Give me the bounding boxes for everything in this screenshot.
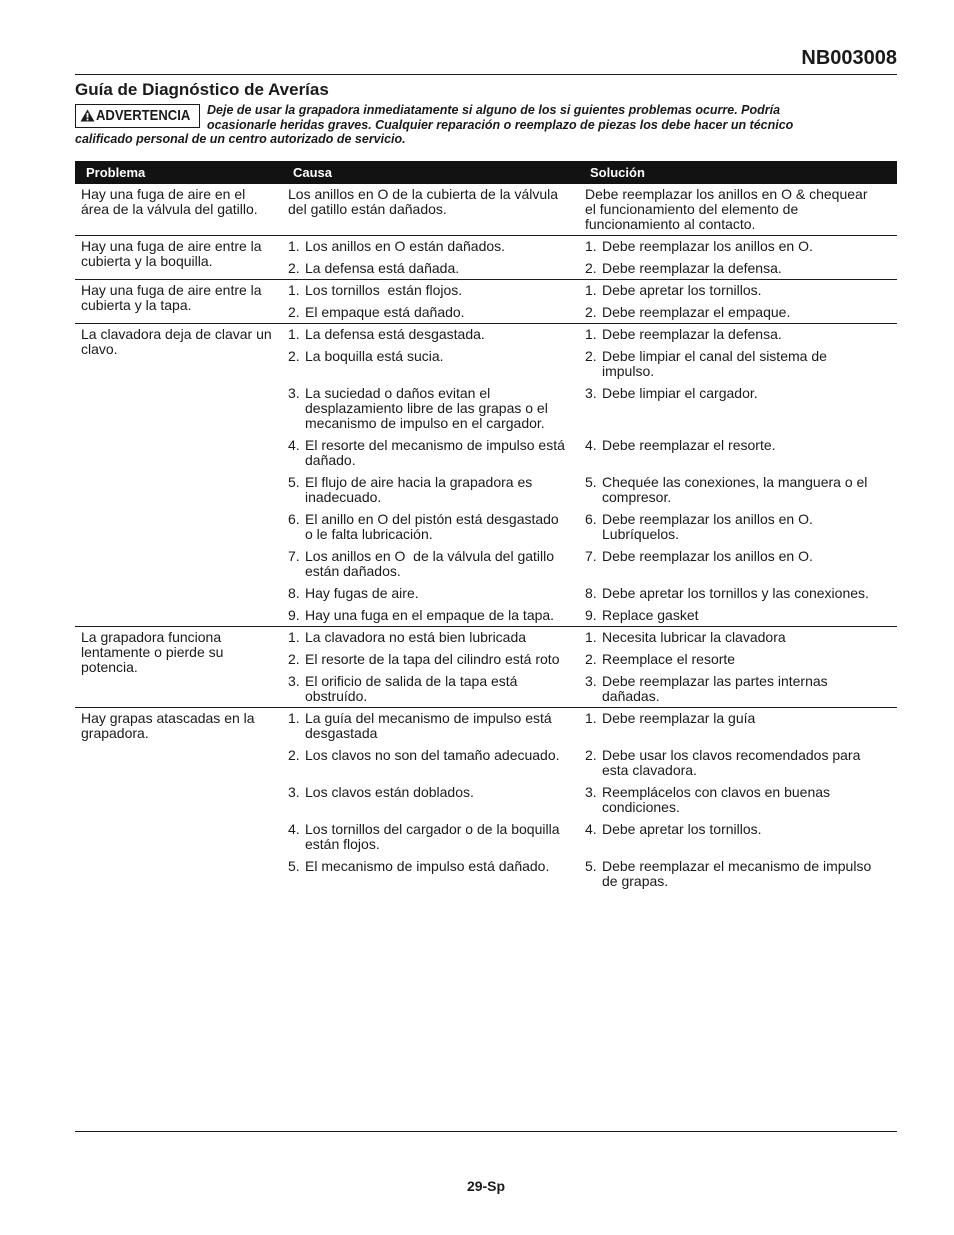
table-header <box>75 161 897 184</box>
table-row <box>75 707 897 892</box>
cause-number: 8. <box>288 585 300 601</box>
solution-number: 1. <box>585 710 597 726</box>
column-header-solution: Solución <box>590 165 645 180</box>
cause-cell <box>283 512 580 542</box>
solution-cell <box>580 549 897 579</box>
solution-cell <box>580 305 897 320</box>
cause-cell <box>283 785 580 815</box>
cause-cell <box>283 327 580 342</box>
solution-cell <box>580 187 897 232</box>
solution-text: Debe reemplazar la defensa. <box>602 326 782 342</box>
cause-cell <box>283 349 580 379</box>
cause-text: La defensa está dañada. <box>305 260 460 276</box>
cause-number: 2. <box>288 304 300 320</box>
troubleshooting-table <box>75 161 897 892</box>
cause-number: 1. <box>288 326 300 342</box>
warning-badge <box>75 104 200 128</box>
section-title: Guía de Diagnóstico de Averías <box>75 80 329 99</box>
solution-text: Chequée las conexiones, la manguera o el compresor. <box>602 474 868 505</box>
solution-cell <box>580 748 897 778</box>
solution-number: 5. <box>585 474 597 490</box>
column-header-problem: Problema <box>86 165 146 180</box>
cause-text: Hay una fuga en el empaque de la tapa. <box>305 607 555 623</box>
top-rule <box>75 74 897 75</box>
column-header-cause: Causa <box>293 165 333 180</box>
cause-cell <box>283 630 580 645</box>
table-row <box>75 184 897 235</box>
cause-solution-pair <box>283 586 897 601</box>
cause-solution-pair <box>283 822 897 852</box>
table-row <box>75 279 897 323</box>
table-row <box>75 626 897 707</box>
solution-number: 1. <box>585 238 597 254</box>
solution-cell <box>580 822 897 852</box>
cause-solution-pair <box>283 438 897 468</box>
problem-cell: La clavadora deja de clavar un clavo. <box>81 326 272 357</box>
problem-cell: Hay una fuga de aire entre la cubierta y la tapa. <box>81 282 262 313</box>
document-code: NB003008 <box>801 47 897 69</box>
warning-text: Deje de usar la grapadora inmediatamente si alguno de los si guientes problemas ocurre. Podría ocasionarle heridas graves. Cualquier reparación o reemplazo de piezas los debe hacer un técnico calificado personal de un centro autorizado de servicio. <box>75 103 794 146</box>
cause-solution-pair <box>283 512 897 542</box>
solution-cell <box>580 859 897 889</box>
solution-number: 3. <box>585 673 597 689</box>
cause-text: La suciedad o daños evitan el desplazamiento libre de las grapas o el mecanismo de impulso en el cargador. <box>305 385 548 431</box>
cause-cell <box>283 608 580 623</box>
solution-text: Replace gasket <box>602 607 699 623</box>
problem-cell: Hay una fuga de aire en el área de la válvula del gatillo. <box>81 186 258 217</box>
cause-number: 2. <box>288 651 300 667</box>
cause-solution-pair <box>283 386 897 431</box>
solution-text: Debe reemplazar las partes internas dañadas. <box>602 673 828 704</box>
cause-text: El mecanismo de impulso está dañado. <box>305 858 550 874</box>
solution-text: Debe apretar los tornillos. <box>602 282 762 298</box>
cause-text: El resorte del mecanismo de impulso está dañado. <box>305 437 565 468</box>
solution-cell <box>580 261 897 276</box>
cause-text: Los clavos están doblados. <box>305 784 474 800</box>
table-row <box>75 323 897 626</box>
solution-text: Debe reemplazar los anillos en O. Lubríquelos. <box>602 511 813 542</box>
solution-text: Debe apretar los tornillos. <box>602 821 762 837</box>
solution-text: Debe reemplazar el empaque. <box>602 304 791 320</box>
cause-solution-pair <box>283 859 897 889</box>
solution-cell <box>580 630 897 645</box>
cause-solution-pair <box>283 239 897 254</box>
cause-solution-pair <box>283 549 897 579</box>
cause-solution-pair <box>283 475 897 505</box>
solution-cell <box>580 283 897 298</box>
cause-number: 1. <box>288 282 300 298</box>
page-number: 29-Sp <box>466 1178 506 1194</box>
solution-number: 1. <box>585 282 597 298</box>
cause-text: El empaque está dañado. <box>305 304 465 320</box>
cause-solution-pair <box>283 261 897 276</box>
cause-text: La defensa está desgastada. <box>305 326 485 342</box>
cause-number: 4. <box>288 437 300 453</box>
cause-cell <box>283 187 580 232</box>
solution-text: Debe reemplazar los anillos en O. <box>602 238 813 254</box>
cause-cell <box>283 386 580 431</box>
cause-text: La guía del mecanismo de impulso está desgastada <box>305 710 552 741</box>
cause-solution-list <box>283 239 897 276</box>
cause-cell <box>283 652 580 667</box>
solution-cell <box>580 438 897 468</box>
solution-text: Debe reemplazar los anillos en O. <box>602 548 813 564</box>
cause-cell <box>283 475 580 505</box>
cause-cell <box>283 549 580 579</box>
cause-cell <box>283 859 580 889</box>
solution-number: 5. <box>585 858 597 874</box>
solution-text: Debe usar los clavos recomendados para esta clavadora. <box>602 747 861 778</box>
cause-solution-pair <box>283 305 897 320</box>
solution-number: 4. <box>585 821 597 837</box>
cause-solution-pair <box>283 327 897 342</box>
solution-cell <box>580 386 897 431</box>
cause-text: La clavadora no está bien lubricada <box>305 629 527 645</box>
solution-text: Reemplace el resorte <box>602 651 736 667</box>
cause-text: Los tornillos del cargador o de la boquilla están flojos. <box>305 821 560 852</box>
cause-cell <box>283 822 580 852</box>
solution-text: Debe reemplazar el mecanismo de impulso de grapas. <box>602 858 872 889</box>
solution-number: 4. <box>585 437 597 453</box>
solution-number: 2. <box>585 747 597 763</box>
cause-solution-pair <box>283 652 897 667</box>
solution-cell <box>580 512 897 542</box>
cause-number: 3. <box>288 385 300 401</box>
solution-text: Debe limpiar el canal del sistema de impulso. <box>602 348 827 379</box>
cause-solution-list <box>283 327 897 623</box>
cause-solution-list <box>283 630 897 704</box>
cause-number: 1. <box>288 238 300 254</box>
cause-text: Los anillos en O de la válvula del gatillo están dañados. <box>305 548 555 579</box>
cause-number: 5. <box>288 474 300 490</box>
solution-number: 7. <box>585 548 597 564</box>
warning-block <box>75 103 897 147</box>
solution-number: 9. <box>585 607 597 623</box>
solution-number: 8. <box>585 585 597 601</box>
cause-solution-pair <box>283 748 897 778</box>
solution-cell <box>580 349 897 379</box>
warning-label: ADVERTENCIA <box>96 107 191 124</box>
solution-text: Necesita lubricar la clavadora <box>602 629 786 645</box>
cause-solution-list <box>283 283 897 320</box>
solution-cell <box>580 608 897 623</box>
problem-cell: Hay grapas atascadas en la grapadora. <box>81 710 255 741</box>
cause-text: El anillo en O del pistón está desgastado o le falta lubricación. <box>305 511 559 542</box>
cause-number: 6. <box>288 511 300 527</box>
cause-solution-list <box>283 711 897 889</box>
cause-solution-pair <box>283 630 897 645</box>
solution-number: 2. <box>585 304 597 320</box>
table-body <box>75 184 897 892</box>
solution-text: Debe reemplazar la defensa. <box>602 260 782 276</box>
cause-number: 4. <box>288 821 300 837</box>
table-row <box>75 235 897 279</box>
solution-text: Debe reemplazar los anillos en O & chequear el funcionamiento del elemento de funcionamiento al contacto. <box>585 186 868 232</box>
cause-solution-pair <box>283 283 897 298</box>
cause-number: 1. <box>288 710 300 726</box>
cause-number: 3. <box>288 784 300 800</box>
solution-cell <box>580 674 897 704</box>
cause-solution-pair <box>283 674 897 704</box>
cause-cell <box>283 711 580 741</box>
cause-solution-pair <box>283 608 897 623</box>
cause-text: El resorte de la tapa del cilindro está roto <box>305 651 560 667</box>
solution-number: 1. <box>585 326 597 342</box>
cause-text: Los tornillos están flojos. <box>305 282 463 298</box>
solution-number: 1. <box>585 629 597 645</box>
solution-cell <box>580 652 897 667</box>
cause-text: El orificio de salida de la tapa está obstruído. <box>305 673 518 704</box>
cause-number: 2. <box>288 260 300 276</box>
cause-solution-list <box>283 187 897 232</box>
cause-text: Hay fugas de aire. <box>305 585 419 601</box>
cause-cell <box>283 674 580 704</box>
solution-number: 2. <box>585 348 597 364</box>
solution-number: 2. <box>585 651 597 667</box>
solution-cell <box>580 239 897 254</box>
cause-number: 9. <box>288 607 300 623</box>
cause-number: 3. <box>288 673 300 689</box>
cause-text: La boquilla está sucia. <box>305 348 444 364</box>
solution-text: Reemplácelos con clavos en buenas condiciones. <box>602 784 831 815</box>
cause-text: Los clavos no son del tamaño adecuado. <box>305 747 560 763</box>
cause-cell <box>283 748 580 778</box>
solution-number: 3. <box>585 385 597 401</box>
cause-cell <box>283 586 580 601</box>
solution-text: Debe limpiar el cargador. <box>602 385 758 401</box>
cause-cell <box>283 239 580 254</box>
cause-number: 2. <box>288 747 300 763</box>
solution-cell <box>580 475 897 505</box>
solution-cell <box>580 586 897 601</box>
cause-number: 5. <box>288 858 300 874</box>
cause-number: 1. <box>288 629 300 645</box>
problem-cell: La grapadora funciona lentamente o pierde su potencia. <box>81 629 224 675</box>
cause-cell <box>283 305 580 320</box>
solution-number: 6. <box>585 511 597 527</box>
cause-number: 7. <box>288 548 300 564</box>
cause-solution-pair <box>283 785 897 815</box>
cause-text: Los anillos en O de la cubierta de la válvula del gatillo están dañados. <box>288 186 559 217</box>
solution-text: Debe reemplazar la guía <box>602 710 756 726</box>
cause-cell <box>283 261 580 276</box>
solution-cell <box>580 711 897 741</box>
cause-text: Los anillos en O están dañados. <box>305 238 506 254</box>
solution-text: Debe apretar los tornillos y las conexiones. <box>602 585 869 601</box>
solution-text: Debe reemplazar el resorte. <box>602 437 776 453</box>
solution-number: 3. <box>585 784 597 800</box>
cause-number: 2. <box>288 348 300 364</box>
cause-solution-pair <box>283 187 897 232</box>
problem-cell: Hay una fuga de aire entre la cubierta y la boquilla. <box>81 238 262 269</box>
solution-number: 2. <box>585 260 597 276</box>
cause-solution-pair <box>283 349 897 379</box>
cause-solution-pair <box>283 711 897 741</box>
cause-cell <box>283 438 580 468</box>
solution-cell <box>580 785 897 815</box>
bottom-rule <box>75 1131 897 1132</box>
cause-text: El flujo de aire hacia la grapadora es inadecuado. <box>305 474 533 505</box>
solution-cell <box>580 327 897 342</box>
cause-cell <box>283 283 580 298</box>
warning-triangle-icon <box>80 109 95 122</box>
